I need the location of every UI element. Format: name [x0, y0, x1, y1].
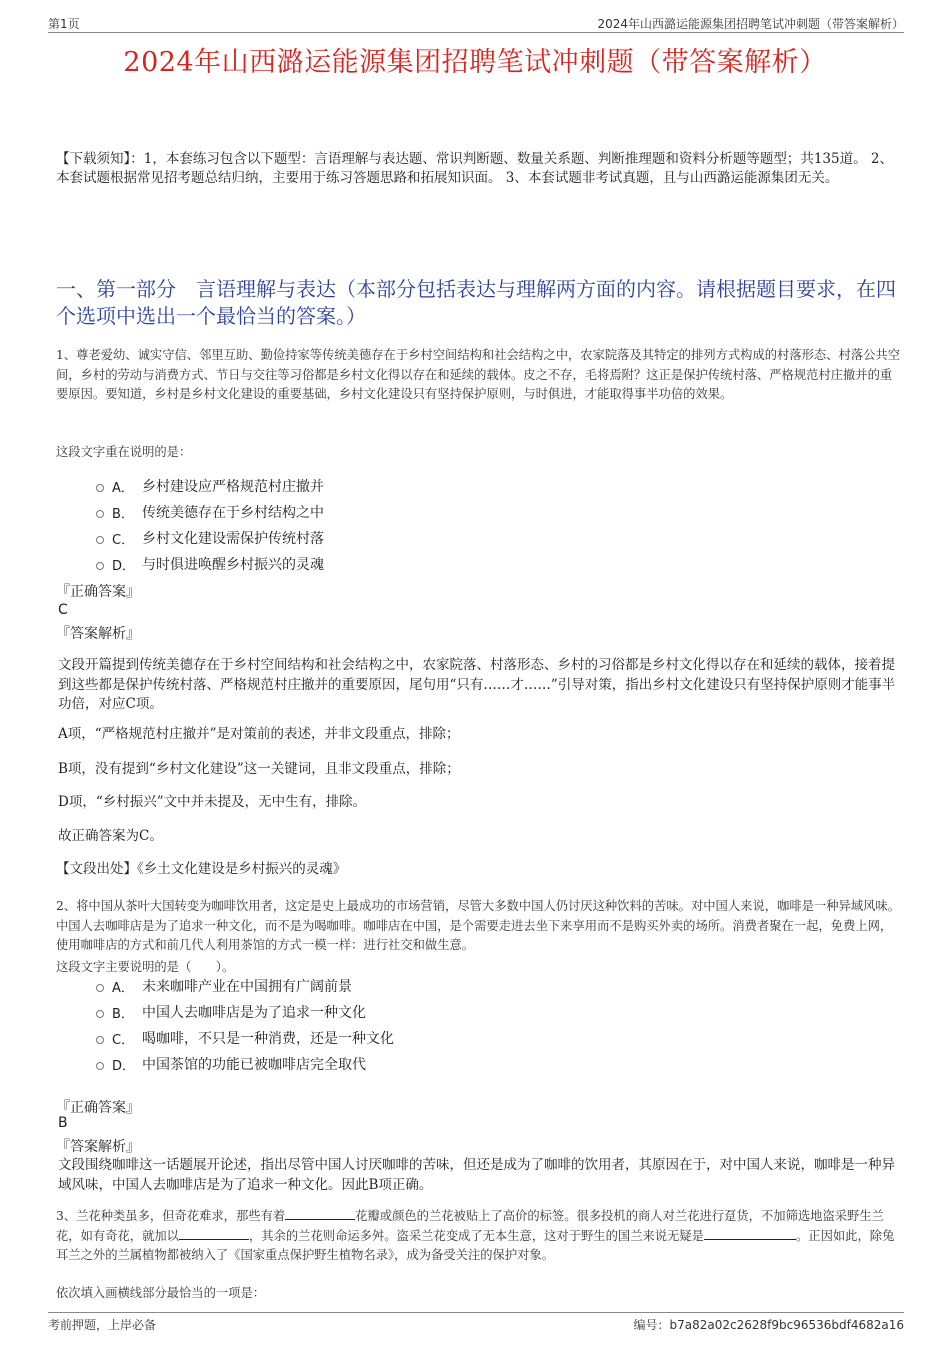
q3-prompt: 依次填入画横线部分最恰当的一项是：	[56, 1286, 266, 1300]
document-title: 2024年山西潞运能源集团招聘笔试冲刺题（带答案解析）	[123, 47, 827, 78]
download-notice: 【下载须知】：1，本套练习包含以下题型：言语理解与表达题、常识判断题、数量关系题、判断推理题和资料分析题等题型；共135道。 2、本套试题根据常见招考题总结归纳，主要用于练习答题思路和拓展知识面。 3、本套试题非考试真题，且与山西潞运能源集团无关。	[56, 151, 893, 186]
q2-analysis-label: 『答案解析』	[56, 1139, 140, 1155]
q2-answer: B	[58, 1115, 68, 1131]
radio-icon[interactable]	[96, 562, 104, 570]
q1-note-a: A项，“严格规范村庄撤并”是对策前的表述，并非文段重点，排除；	[58, 726, 460, 742]
q2-option-d[interactable]: D． 中国茶馆的功能已被咖啡店完全取代	[96, 1051, 394, 1077]
q2-options	[96, 973, 394, 1077]
fill-blank-1[interactable]	[285, 1207, 355, 1220]
radio-icon[interactable]	[96, 484, 104, 492]
page-number: 第1页	[48, 17, 80, 31]
q1-option-a[interactable]: A． 乡村建设应严格规范村庄撤并	[96, 473, 324, 499]
footer-code: 编号：b7a82a02c2628f9bc96536bdf4682a16	[633, 1318, 904, 1332]
footer-slogan: 考前押题，上岸必备	[48, 1318, 157, 1332]
q3-stem: 3、兰花种类虽多，但奇花难求，那些有着 花瓣或颜色的兰花被贴上了高价的标签。很多投机的商人对兰花进行趸货，不加筛选地盗采野生兰花，如有奇花，就加以 ，其余的兰花则命运多舛。盗采兰花变成了无本生意，这对于野生的国兰来说无疑是 。正因如此，除兔耳兰之外的兰属植物都被纳入了《国家重点保护野生植物名录》，成为备受关注的保护对象。	[56, 1209, 895, 1262]
q2-stem: 2、将中国从茶叶大国转变为咖啡饮用者，这定是史上最成功的市场营销，尽管大多数中国人仍讨厌这种饮料的苦味。对中国人来说，咖啡是一种异域风味。中国人去咖啡店是为了追求一种文化，而不是为喝咖啡。咖啡店在中国，是个需要走进去坐下来享用而不是购买外卖的场所。消费者聚在一起，免费上网，使用咖啡店的方式和前几代人利用茶馆的方式一模一样：进行社交和做生意。	[56, 899, 901, 952]
q2-answer-label: 『正确答案』	[56, 1100, 140, 1116]
q1-prompt: 这段文字重在说明的是：	[56, 445, 192, 459]
q1-option-d[interactable]: D． 与时俱进唤醒乡村振兴的灵魂	[96, 551, 324, 577]
radio-icon[interactable]	[96, 1062, 104, 1070]
radio-icon[interactable]	[96, 984, 104, 992]
page-footer	[48, 1312, 904, 1331]
q2-option-a[interactable]: A． 未来咖啡产业在中国拥有广阔前景	[96, 973, 394, 999]
q1-stem: 1、尊老爱幼、诚实守信、邻里互助、勤俭持家等传统美德存在于乡村空间结构和社会结构之中，农家院落及其特定的排列方式构成的村落形态、村落公共空间，乡村的劳动与消费方式、节日与交往等习俗都是乡村文化得以存在和延续的载体。皮之不存，毛将焉附？这正是保护传统村落、严格规范村庄撤并的重要原因。要知道，乡村是乡村文化建设的重要基础，乡村文化建设只有坚持保护原则，与时俱进，才能取得事半功倍的效果。	[56, 348, 901, 401]
q1-options	[96, 473, 324, 577]
q1-analysis: 文段开篇提到传统美德存在于乡村空间结构和社会结构之中，农家院落、村落形态、乡村的习俗都是乡村文化得以存在和延续的载体，接着提到这些都是保护传统村落、严格规范村庄撤并的重要原因，尾句用“只有……才……”引导对策，指出乡村文化建设只有坚持保护原则才能事半功倍，对应C项。	[58, 657, 896, 712]
q1-option-b[interactable]: B． 传统美德存在于乡村结构之中	[96, 499, 324, 525]
q2-prompt: 这段文字主要说明的是（ ）。	[56, 960, 235, 974]
fill-blank-3[interactable]	[704, 1227, 796, 1240]
q1-source: 【文段出处】《乡土文化建设是乡村振兴的灵魂》	[56, 861, 347, 877]
radio-icon[interactable]	[96, 536, 104, 544]
q2-option-b[interactable]: B． 中国人去咖啡店是为了追求一种文化	[96, 999, 394, 1025]
q1-note-d: D项，“乡村振兴”文中并未提及，无中生有，排除。	[58, 794, 367, 810]
q2-option-c[interactable]: C． 喝咖啡，不只是一种消费，还是一种文化	[96, 1025, 394, 1051]
q2-analysis: 文段围绕咖啡这一话题展开论述，指出尽管中国人讨厌咖啡的苦味，但还是成为了咖啡的饮用者，其原因在于，对中国人来说，咖啡是一种异域风味，中国人去咖啡店是为了追求一种文化。因此B项正确。	[58, 1157, 895, 1193]
section-title: 一、第一部分 言语理解与表达（本部分包括表达与理解两方面的内容。请根据题目要求，在四个选项中选出一个最恰当的答案。）	[56, 277, 896, 328]
q1-conclusion: 故正确答案为C。	[58, 828, 163, 844]
page-header	[48, 12, 904, 33]
q1-answer-label: 『正确答案』	[56, 584, 140, 600]
radio-icon[interactable]	[96, 510, 104, 518]
q1-answer: C	[58, 602, 68, 618]
header-doc-title: 2024年山西潞运能源集团招聘笔试冲刺题（带答案解析）	[597, 17, 904, 31]
fill-blank-2[interactable]	[179, 1227, 249, 1240]
radio-icon[interactable]	[96, 1010, 104, 1018]
q1-option-c[interactable]: C． 乡村文化建设需保护传统村落	[96, 525, 324, 551]
radio-icon[interactable]	[96, 1036, 104, 1044]
q1-note-b: B项，没有提到“乡村文化建设”这一关键词，且非文段重点，排除；	[58, 761, 460, 777]
q1-analysis-label: 『答案解析』	[56, 626, 140, 642]
